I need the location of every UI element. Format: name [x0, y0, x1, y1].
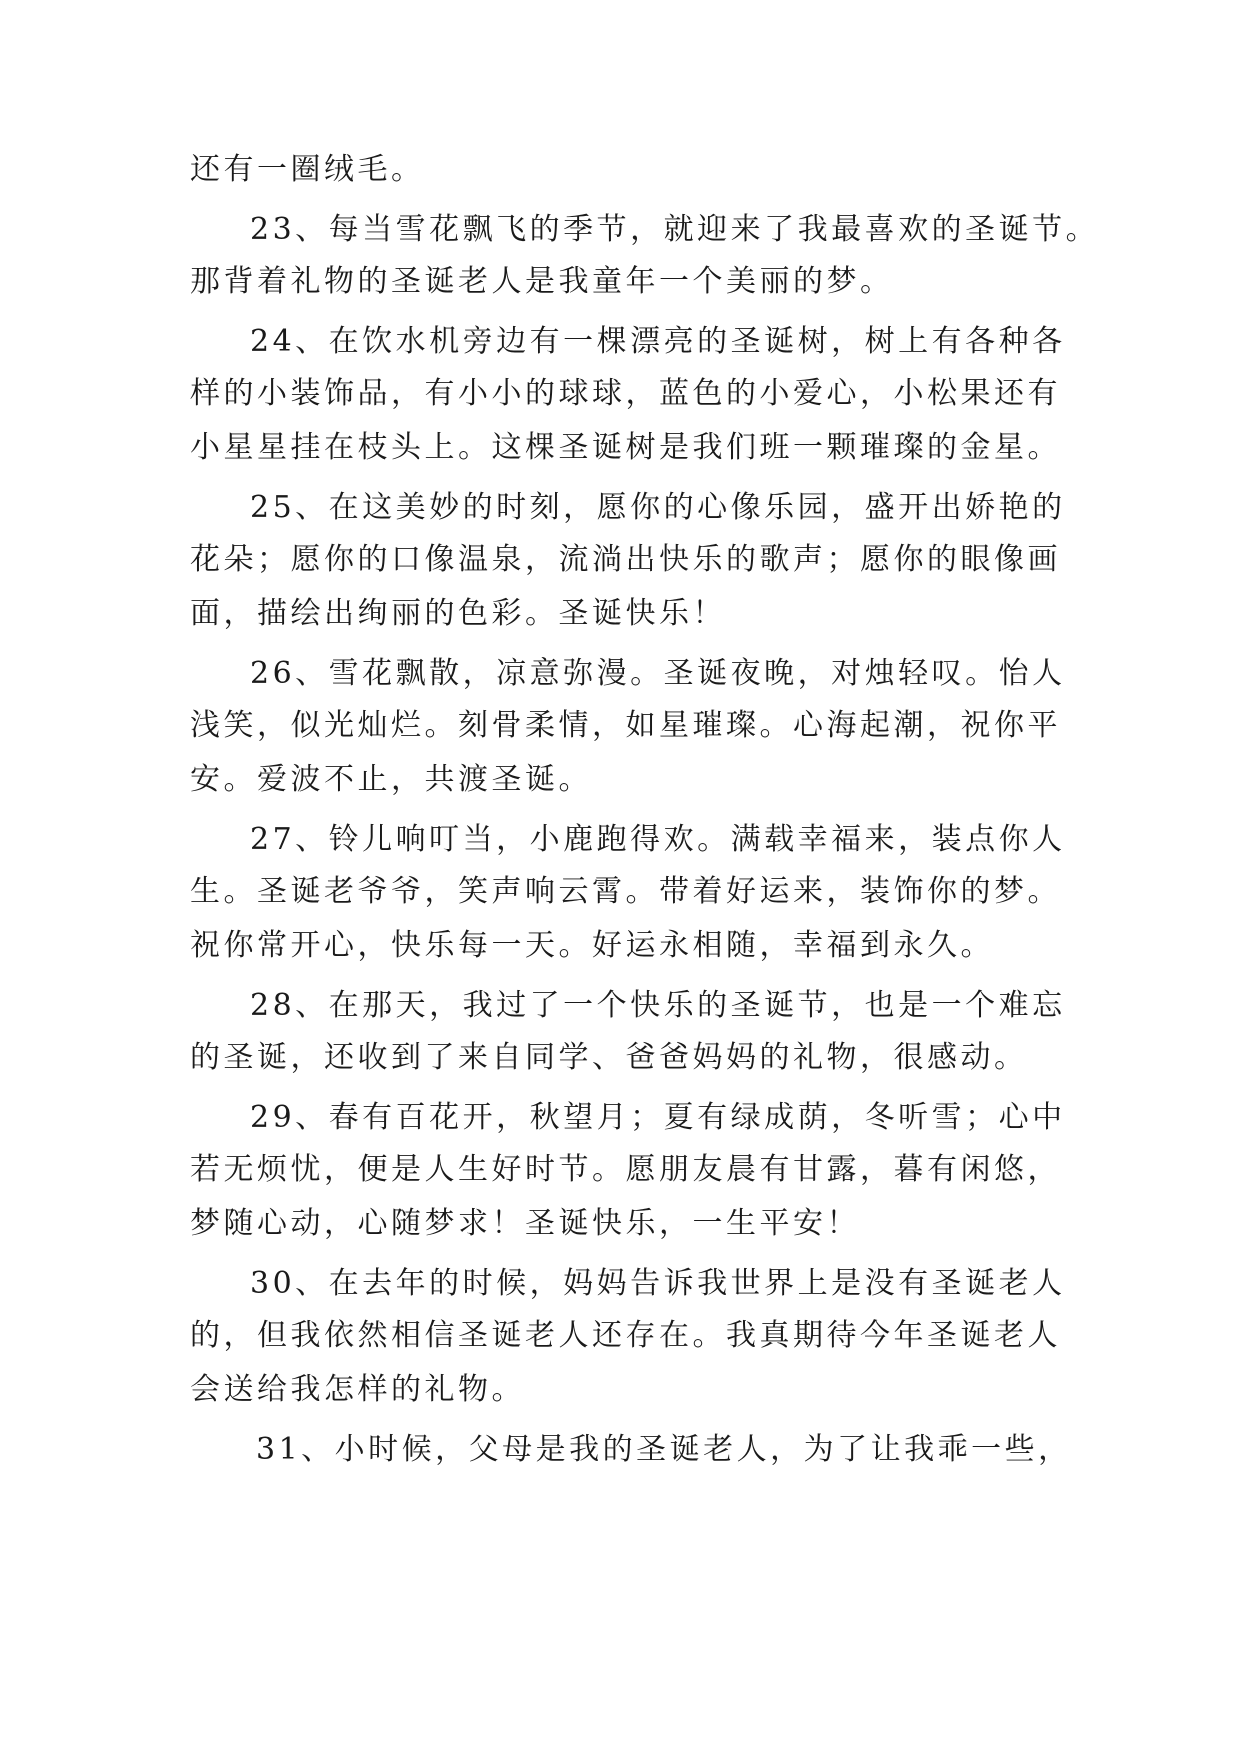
text-line: 祝你常开心，快乐每一天。好运永相随，幸福到永久。 — [190, 928, 994, 963]
text-line: 31、小时候，父母是我的圣诞老人，为了让我乖一些， — [256, 1432, 1072, 1467]
text-line: 24、在饮水机旁边有一棵漂亮的圣诞树，树上有各种各 — [250, 324, 1066, 359]
text-line: 25、在这美妙的时刻，愿你的心像乐园，盛开出娇艳的 — [250, 490, 1066, 525]
text-line: 还有一圈绒毛。 — [190, 152, 425, 187]
text-line: 23、每当雪花飘飞的季节，就迎来了我最喜欢的圣诞节。 — [250, 212, 1100, 247]
text-line: 梦随心动，心随梦求！圣诞快乐，一生平安！ — [190, 1206, 860, 1241]
text-line: 样的小装饰品，有小小的球球，蓝色的小爱心，小松果还有 — [190, 376, 1061, 411]
text-line: 花朵；愿你的口像温泉，流淌出快乐的歌声；愿你的眼像画 — [190, 542, 1061, 577]
text-line: 26、雪花飘散，凉意弥漫。圣诞夜晚，对烛轻叹。怡人 — [250, 656, 1066, 691]
text-line: 浅笑，似光灿烂。刻骨柔情，如星璀璨。心海起潮，祝你平 — [190, 708, 1061, 743]
text-line: 生。圣诞老爷爷，笑声响云霄。带着好运来，装饰你的梦。 — [190, 874, 1061, 909]
text-line: 的圣诞，还收到了来自同学、爸爸妈妈的礼物，很感动。 — [190, 1040, 1028, 1075]
text-line: 那背着礼物的圣诞老人是我童年一个美丽的梦。 — [190, 264, 894, 299]
text-line: 小星星挂在枝头上。这棵圣诞树是我们班一颗璀璨的金星。 — [190, 430, 1061, 465]
text-line: 28、在那天，我过了一个快乐的圣诞节，也是一个难忘 — [250, 988, 1066, 1023]
text-line: 安。爱波不止，共渡圣诞。 — [190, 762, 592, 797]
text-line: 30、在去年的时候，妈妈告诉我世界上是没有圣诞老人 — [250, 1266, 1066, 1301]
text-line: 29、春有百花开，秋望月；夏有绿成荫，冬听雪；心中 — [250, 1100, 1066, 1135]
text-line: 会送给我怎样的礼物。 — [190, 1372, 525, 1407]
text-line: 面，描绘出绚丽的色彩。圣诞快乐！ — [190, 596, 726, 631]
text-line: 若无烦忧，便是人生好时节。愿朋友晨有甘露，暮有闲悠， — [190, 1152, 1061, 1187]
text-line: 的，但我依然相信圣诞老人还存在。我真期待今年圣诞老人 — [190, 1318, 1061, 1353]
text-line: 27、铃儿响叮当，小鹿跑得欢。满载幸福来，装点你人 — [250, 822, 1066, 857]
